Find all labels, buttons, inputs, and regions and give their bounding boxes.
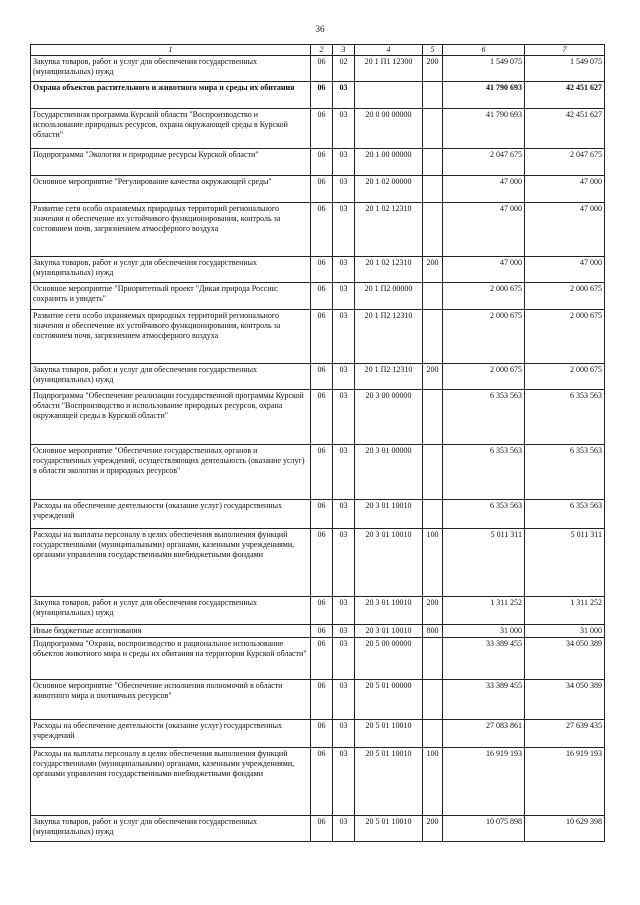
row-expense-type-cell [423, 390, 443, 445]
row-expense-type-cell: 100 [423, 529, 443, 597]
row-amount-year2-cell: 34 050 389 [525, 680, 605, 720]
row-name-cell: Подпрограмма "Обеспечение реализации государственной программы Курской области "Воспроизводство и использование природных ресурсов, охрана окружающей среды в Курской области" [31, 390, 311, 445]
row-target-article-cell: 20 0 00 00000 [355, 109, 423, 149]
row-amount-year2-cell: 34 050 389 [525, 638, 605, 680]
row-subsection-cell: 03 [333, 625, 355, 638]
row-name-cell: Охрана объектов растительного и животного мира и среды их обитания [31, 82, 311, 109]
row-name-cell: Развитие сети особо охраняемых природных территорий регионального значения и обеспечение их устойчивого функционирования, контроль за состоянием почв, загрязнением атмосферного воздуха [31, 203, 311, 257]
row-subsection-cell: 03 [333, 390, 355, 445]
row-section-cell: 06 [311, 176, 333, 203]
row-section-cell: 06 [311, 82, 333, 109]
column-number-3: 3 [333, 45, 355, 56]
row-target-article-cell: 20 5 01 10010 [355, 720, 423, 748]
row-subsection-cell: 03 [333, 638, 355, 680]
row-name-cell: Подпрограмма "Экология и природные ресурсы Курской области" [31, 149, 311, 176]
row-target-article-cell: 20 1 П1 12300 [355, 56, 423, 82]
row-amount-year2-cell: 2 000 675 [525, 364, 605, 390]
row-amount-year2-cell: 1 549 075 [525, 56, 605, 82]
row-name-cell: Расходы на обеспечение деятельности (оказание услуг) государственных учреждений [31, 500, 311, 529]
table-row [31, 310, 605, 364]
row-subsection-cell: 03 [333, 720, 355, 748]
table-row [31, 625, 605, 638]
budget-table-body [31, 45, 605, 842]
row-amount-year1-cell: 27 083 861 [443, 720, 525, 748]
table-row [31, 283, 605, 310]
row-name-cell: Расходы на обеспечение деятельности (оказание услуг) государственных учреждений [31, 720, 311, 748]
row-amount-year1-cell: 31 000 [443, 625, 525, 638]
row-subsection-cell: 03 [333, 109, 355, 149]
row-subsection-cell: 03 [333, 597, 355, 625]
row-section-cell: 06 [311, 390, 333, 445]
row-section-cell: 06 [311, 638, 333, 680]
row-target-article-cell: 20 3 01 10010 [355, 597, 423, 625]
row-amount-year1-cell: 6 353 563 [443, 445, 525, 500]
row-expense-type-cell: 200 [423, 364, 443, 390]
row-amount-year2-cell: 10 629 398 [525, 816, 605, 842]
page-number: 36 [315, 24, 325, 34]
row-section-cell: 06 [311, 149, 333, 176]
row-expense-type-cell [423, 445, 443, 500]
row-section-cell: 06 [311, 500, 333, 529]
row-expense-type-cell: 200 [423, 56, 443, 82]
column-number-row [31, 45, 605, 56]
row-name-cell: Основное мероприятие "Обеспечение исполнения полномочий в области животного мира и охотничьих ресурсов" [31, 680, 311, 720]
row-amount-year2-cell: 2 047 675 [525, 149, 605, 176]
row-expense-type-cell [423, 149, 443, 176]
row-section-cell: 06 [311, 748, 333, 816]
row-amount-year1-cell: 6 353 563 [443, 500, 525, 529]
table-row [31, 597, 605, 625]
row-target-article-cell: 20 5 00 00000 [355, 638, 423, 680]
row-name-cell: Подпрограмма "Охрана, воспроизводство и рациональное использование объектов животного мира и среды их обитания на территории Курской области" [31, 638, 311, 680]
row-expense-type-cell [423, 500, 443, 529]
column-number-5: 5 [423, 45, 443, 56]
row-amount-year1-cell: 33 389 455 [443, 680, 525, 720]
table-row [31, 816, 605, 842]
row-name-cell: Государственная программа Курской области "Воспроизводство и использование природных ресурсов, охрана окружающей среды в Курской области" [31, 109, 311, 149]
row-name-cell: Основное мероприятие "Приоритетный проект "Дикая природа России: сохранить и увидеть" [31, 283, 311, 310]
table-row [31, 680, 605, 720]
row-expense-type-cell [423, 82, 443, 109]
row-section-cell: 06 [311, 109, 333, 149]
column-number-2: 2 [311, 45, 333, 56]
table-row [31, 203, 605, 257]
row-expense-type-cell [423, 109, 443, 149]
row-expense-type-cell [423, 203, 443, 257]
row-expense-type-cell: 100 [423, 748, 443, 816]
table-row [31, 500, 605, 529]
row-subsection-cell: 03 [333, 283, 355, 310]
table-row [31, 176, 605, 203]
table-row [31, 390, 605, 445]
row-amount-year2-cell: 2 000 675 [525, 283, 605, 310]
row-name-cell: Иные бюджетные ассигнования [31, 625, 311, 638]
table-row [31, 109, 605, 149]
row-subsection-cell: 02 [333, 56, 355, 82]
row-amount-year2-cell: 6 353 563 [525, 390, 605, 445]
row-target-article-cell: 20 1 02 12310 [355, 257, 423, 283]
row-target-article-cell: 20 3 01 10010 [355, 625, 423, 638]
table-row [31, 149, 605, 176]
row-subsection-cell: 03 [333, 176, 355, 203]
row-amount-year2-cell: 6 353 563 [525, 445, 605, 500]
row-amount-year1-cell: 10 075 898 [443, 816, 525, 842]
row-amount-year1-cell: 16 919 193 [443, 748, 525, 816]
row-amount-year1-cell: 6 353 563 [443, 390, 525, 445]
row-name-cell: Расходы на выплаты персоналу в целях обеспечения выполнения функций государственными (муниципальными) органами, казенными учреждениями, органами управления государственными внебюджетными фондами [31, 748, 311, 816]
row-target-article-cell: 20 1 00 00000 [355, 149, 423, 176]
row-name-cell: Основное мероприятие "Регулирование качества окружающей среды" [31, 176, 311, 203]
row-name-cell: Закупка товаров, работ и услуг для обеспечения государственных (муниципальных) нужд [31, 597, 311, 625]
row-amount-year2-cell: 47 000 [525, 257, 605, 283]
row-amount-year1-cell: 2 000 675 [443, 364, 525, 390]
row-section-cell: 06 [311, 445, 333, 500]
row-section-cell: 06 [311, 364, 333, 390]
row-amount-year2-cell: 31 000 [525, 625, 605, 638]
row-subsection-cell: 03 [333, 816, 355, 842]
row-expense-type-cell [423, 720, 443, 748]
row-target-article-cell: 20 1 02 00000 [355, 176, 423, 203]
row-subsection-cell: 03 [333, 748, 355, 816]
row-amount-year2-cell: 1 311 252 [525, 597, 605, 625]
row-section-cell: 06 [311, 529, 333, 597]
row-subsection-cell: 03 [333, 149, 355, 176]
row-amount-year2-cell: 42 451 627 [525, 109, 605, 149]
row-expense-type-cell [423, 680, 443, 720]
row-subsection-cell: 03 [333, 445, 355, 500]
row-amount-year2-cell: 5 011 311 [525, 529, 605, 597]
row-target-article-cell: 20 3 01 10010 [355, 529, 423, 597]
row-amount-year2-cell: 27 639 435 [525, 720, 605, 748]
row-expense-type-cell: 200 [423, 597, 443, 625]
row-amount-year2-cell: 16 919 193 [525, 748, 605, 816]
row-expense-type-cell: 200 [423, 257, 443, 283]
row-amount-year1-cell: 5 011 311 [443, 529, 525, 597]
row-section-cell: 06 [311, 310, 333, 364]
row-target-article-cell: 20 3 01 00000 [355, 445, 423, 500]
row-section-cell: 06 [311, 257, 333, 283]
row-name-cell: Закупка товаров, работ и услуг для обеспечения государственных (муниципальных) нужд [31, 364, 311, 390]
row-section-cell: 06 [311, 597, 333, 625]
row-amount-year2-cell: 47 000 [525, 203, 605, 257]
row-section-cell: 06 [311, 625, 333, 638]
row-expense-type-cell: 800 [423, 625, 443, 638]
row-expense-type-cell [423, 638, 443, 680]
row-name-cell: Расходы на выплаты персоналу в целях обеспечения выполнения функций государственными (муниципальными) органами, казенными учреждениями, органами управления государственными внебюджетными фондами [31, 529, 311, 597]
row-amount-year2-cell: 47 000 [525, 176, 605, 203]
row-subsection-cell: 03 [333, 364, 355, 390]
row-target-article-cell: 20 1 П2 12310 [355, 310, 423, 364]
row-subsection-cell: 03 [333, 500, 355, 529]
row-section-cell: 06 [311, 283, 333, 310]
table-row [31, 748, 605, 816]
column-number-1: 1 [31, 45, 311, 56]
table-row [31, 82, 605, 109]
row-amount-year1-cell: 41 790 693 [443, 109, 525, 149]
row-target-article-cell: 20 5 01 00000 [355, 680, 423, 720]
table-row [31, 257, 605, 283]
row-target-article-cell: 20 1 П2 12310 [355, 364, 423, 390]
row-name-cell: Закупка товаров, работ и услуг для обеспечения государственных (муниципальных) нужд [31, 816, 311, 842]
row-amount-year1-cell: 2 000 675 [443, 310, 525, 364]
row-amount-year1-cell: 2 047 675 [443, 149, 525, 176]
table-row [31, 364, 605, 390]
row-amount-year1-cell: 47 000 [443, 257, 525, 283]
row-subsection-cell: 03 [333, 680, 355, 720]
row-expense-type-cell [423, 310, 443, 364]
row-subsection-cell: 03 [333, 529, 355, 597]
row-target-article-cell: 20 1 02 12310 [355, 203, 423, 257]
row-section-cell: 06 [311, 56, 333, 82]
row-expense-type-cell [423, 176, 443, 203]
table-row [31, 445, 605, 500]
row-target-article-cell: 20 5 01 10010 [355, 748, 423, 816]
row-amount-year1-cell: 47 000 [443, 203, 525, 257]
row-target-article-cell: 20 3 01 10010 [355, 500, 423, 529]
row-subsection-cell: 03 [333, 310, 355, 364]
row-amount-year2-cell: 2 000 675 [525, 310, 605, 364]
row-amount-year2-cell: 6 353 563 [525, 500, 605, 529]
row-subsection-cell: 03 [333, 257, 355, 283]
budget-table [30, 44, 605, 842]
row-amount-year1-cell: 1 549 075 [443, 56, 525, 82]
table-row [31, 720, 605, 748]
row-section-cell: 06 [311, 816, 333, 842]
row-name-cell: Развитие сети особо охраняемых природных территорий регионального значения и обеспечение их устойчивого функционирования, контроль за состоянием почв, загрязнением атмосферного воздуха [31, 310, 311, 364]
column-number-6: 6 [443, 45, 525, 56]
row-target-article-cell: 20 5 01 10010 [355, 816, 423, 842]
row-amount-year1-cell: 33 389 455 [443, 638, 525, 680]
row-section-cell: 06 [311, 203, 333, 257]
row-name-cell: Основное мероприятие "Обеспечение государственных органов и государственных учреждений, осуществляющих деятельность (оказание услуг) в области экологии и природных ресурсов" [31, 445, 311, 500]
row-subsection-cell: 03 [333, 203, 355, 257]
row-target-article-cell [355, 82, 423, 109]
row-section-cell: 06 [311, 680, 333, 720]
row-subsection-cell: 03 [333, 82, 355, 109]
row-amount-year1-cell: 1 311 252 [443, 597, 525, 625]
row-amount-year2-cell: 42 451 627 [525, 82, 605, 109]
row-name-cell: Закупка товаров, работ и услуг для обеспечения государственных (муниципальных) нужд [31, 257, 311, 283]
row-amount-year1-cell: 2 000 675 [443, 283, 525, 310]
table-row [31, 529, 605, 597]
row-name-cell: Закупка товаров, работ и услуг для обеспечения государственных (муниципальных) нужд [31, 56, 311, 82]
row-target-article-cell: 20 3 00 00000 [355, 390, 423, 445]
column-number-4: 4 [355, 45, 423, 56]
column-number-7: 7 [525, 45, 605, 56]
table-row [31, 638, 605, 680]
row-expense-type-cell: 200 [423, 816, 443, 842]
row-section-cell: 06 [311, 720, 333, 748]
row-target-article-cell: 20 1 П2 00000 [355, 283, 423, 310]
row-expense-type-cell [423, 283, 443, 310]
row-amount-year1-cell: 47 000 [443, 176, 525, 203]
table-row [31, 56, 605, 82]
row-amount-year1-cell: 41 790 693 [443, 82, 525, 109]
